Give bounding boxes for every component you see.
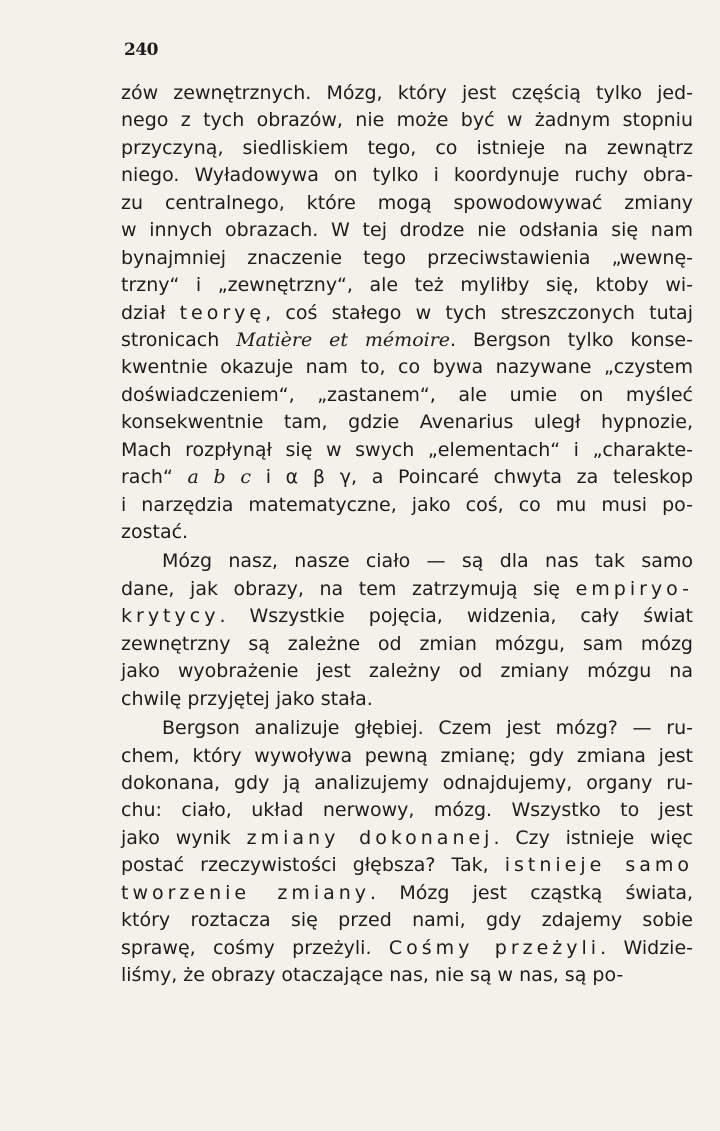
text-line [121, 603, 693, 630]
spaced-emphasis: zmiany dokonanej [246, 826, 494, 849]
text-line [121, 464, 693, 491]
text-line [121, 852, 693, 879]
text-run: chwilę przyjętej jako stała. [121, 687, 373, 710]
spaced-emphasis: Cośmy przeżyli [388, 936, 601, 959]
text-run: jako wynik [121, 826, 247, 849]
text-run: rach“ [121, 466, 188, 489]
text-run: doświadczeniem“, „zastanem“, ale umie on myśleć [121, 383, 693, 406]
text-line [121, 107, 693, 134]
text-run: Mózg nasz, nasze ciało — są dla nas tak samo [162, 550, 693, 573]
spaced-emphasis: teoryę [179, 301, 266, 324]
text-run: zostać. [121, 521, 189, 543]
text-run: dane, jak obrazy, na tem zatrzymują się [121, 577, 576, 600]
body-text [121, 80, 693, 989]
text-line [121, 770, 693, 797]
paragraph [121, 715, 693, 989]
text-run: i narzędzia matematyczne, jako coś, co mu musi po- [121, 493, 693, 516]
text-line [121, 327, 693, 354]
text-line [121, 80, 693, 107]
text-run: liśmy, że obrazy otaczające nas, nie są w nas, są po- [121, 964, 624, 986]
text-run: chu: ciało, układ nerwowy, mózg. Wszystko to jest [121, 799, 693, 822]
text-run: postać rzeczywistości głębsza? Tak, [121, 854, 505, 877]
text-run: i α β γ, a Poincaré chwyta za teleskop [251, 466, 694, 489]
text-line [121, 409, 693, 436]
text-line [121, 190, 693, 217]
text-line [121, 880, 693, 907]
text-run: , coś stałego w tych streszczonych tutaj [265, 301, 693, 324]
text-run: w innych obrazach. W tej drodze nie odsłania się nam [121, 219, 693, 242]
text-run: bynajmniej znaczenie tego przeciwstawienia „wewnę- [121, 246, 693, 269]
text-run: przyczyną, siedliskiem tego, co istnieje na zewnątrz [121, 136, 693, 159]
text-line [121, 135, 693, 162]
text-run: zewnętrzny są zależne od zmian mózgu, sam mózg [121, 632, 693, 655]
text-run: . Czy istnieje więc [493, 826, 694, 849]
text-run: chem, który wywoływa pewną zmianę; gdy zmiana jest [121, 744, 693, 767]
text-run: konsekwentnie tam, gdzie Avenarius uległ hypnozie, [121, 411, 693, 434]
text-run: jako wyobrażenie jest zależny od zmiany mózgu na [121, 660, 693, 683]
spaced-emphasis: krytycy [121, 605, 220, 628]
text-line [121, 245, 693, 272]
text-line [121, 548, 693, 575]
text-line [121, 962, 693, 989]
text-run: . Mózg jest cząstką świata, [370, 881, 694, 904]
text-line [121, 907, 693, 934]
paragraph [121, 548, 693, 713]
text-run: nego z tych obrazów, nie może być w żadnym stopniu [121, 109, 693, 132]
text-line [121, 686, 693, 713]
spaced-emphasis: istnieje samo [504, 854, 693, 877]
page-number: 240 [124, 40, 158, 60]
text-line [121, 743, 693, 770]
text-run: Bergson analizuje głębiej. Czem jest mózg? — ru- [162, 717, 693, 740]
text-line [121, 825, 693, 852]
text-line [121, 658, 693, 685]
spaced-emphasis: empiryo- [575, 577, 693, 600]
italic-text: Matière et mémoire [236, 328, 451, 351]
text-line [121, 935, 693, 962]
text-line [121, 437, 693, 464]
text-run: dokonana, gdy ją analizujemy odnajdujemy, organy ru- [121, 771, 693, 794]
text-run: niego. Wyładowywa on tylko i koordynuje ruchy obra- [121, 164, 693, 187]
text-line [121, 272, 693, 299]
text-run: stronicach [121, 328, 237, 351]
text-line [121, 797, 693, 824]
italic-text: a b c [187, 466, 252, 489]
text-line [121, 300, 693, 327]
text-run: . Wszystkie pojęcia, widzenia, cały świat [219, 605, 693, 628]
text-run: Mach rozpłynął się w swych „elementach“ i „charakte- [121, 438, 693, 461]
text-line [121, 217, 693, 244]
spaced-emphasis: tworzenie zmiany [121, 881, 371, 904]
text-run: dział [121, 301, 180, 324]
text-run: trzny“ i „zewnętrzny“, ale też myliłby się, ktoby wi- [121, 274, 693, 297]
text-line [121, 382, 693, 409]
text-line [121, 492, 693, 519]
text-line [121, 715, 693, 742]
text-line [121, 631, 693, 658]
text-run: zu centralnego, które mogą spowodowywać zmiany [121, 191, 693, 214]
text-run: zów zewnętrznych. Mózg, który jest częścią tylko jed- [121, 82, 693, 104]
text-run: . Widzie- [600, 936, 693, 959]
paragraph [121, 80, 693, 546]
text-line [121, 519, 693, 546]
text-run: . Bergson tylko konse- [450, 328, 693, 351]
text-line [121, 576, 693, 603]
text-run: kwentnie okazuje nam to, co bywa nazywane „czystem [121, 356, 693, 379]
text-line [121, 162, 693, 189]
text-run: sprawę, cośmy przeżyli. [121, 936, 389, 959]
text-run: który roztacza się przed nami, gdy zdajemy sobie [121, 909, 693, 932]
text-line [121, 354, 693, 381]
